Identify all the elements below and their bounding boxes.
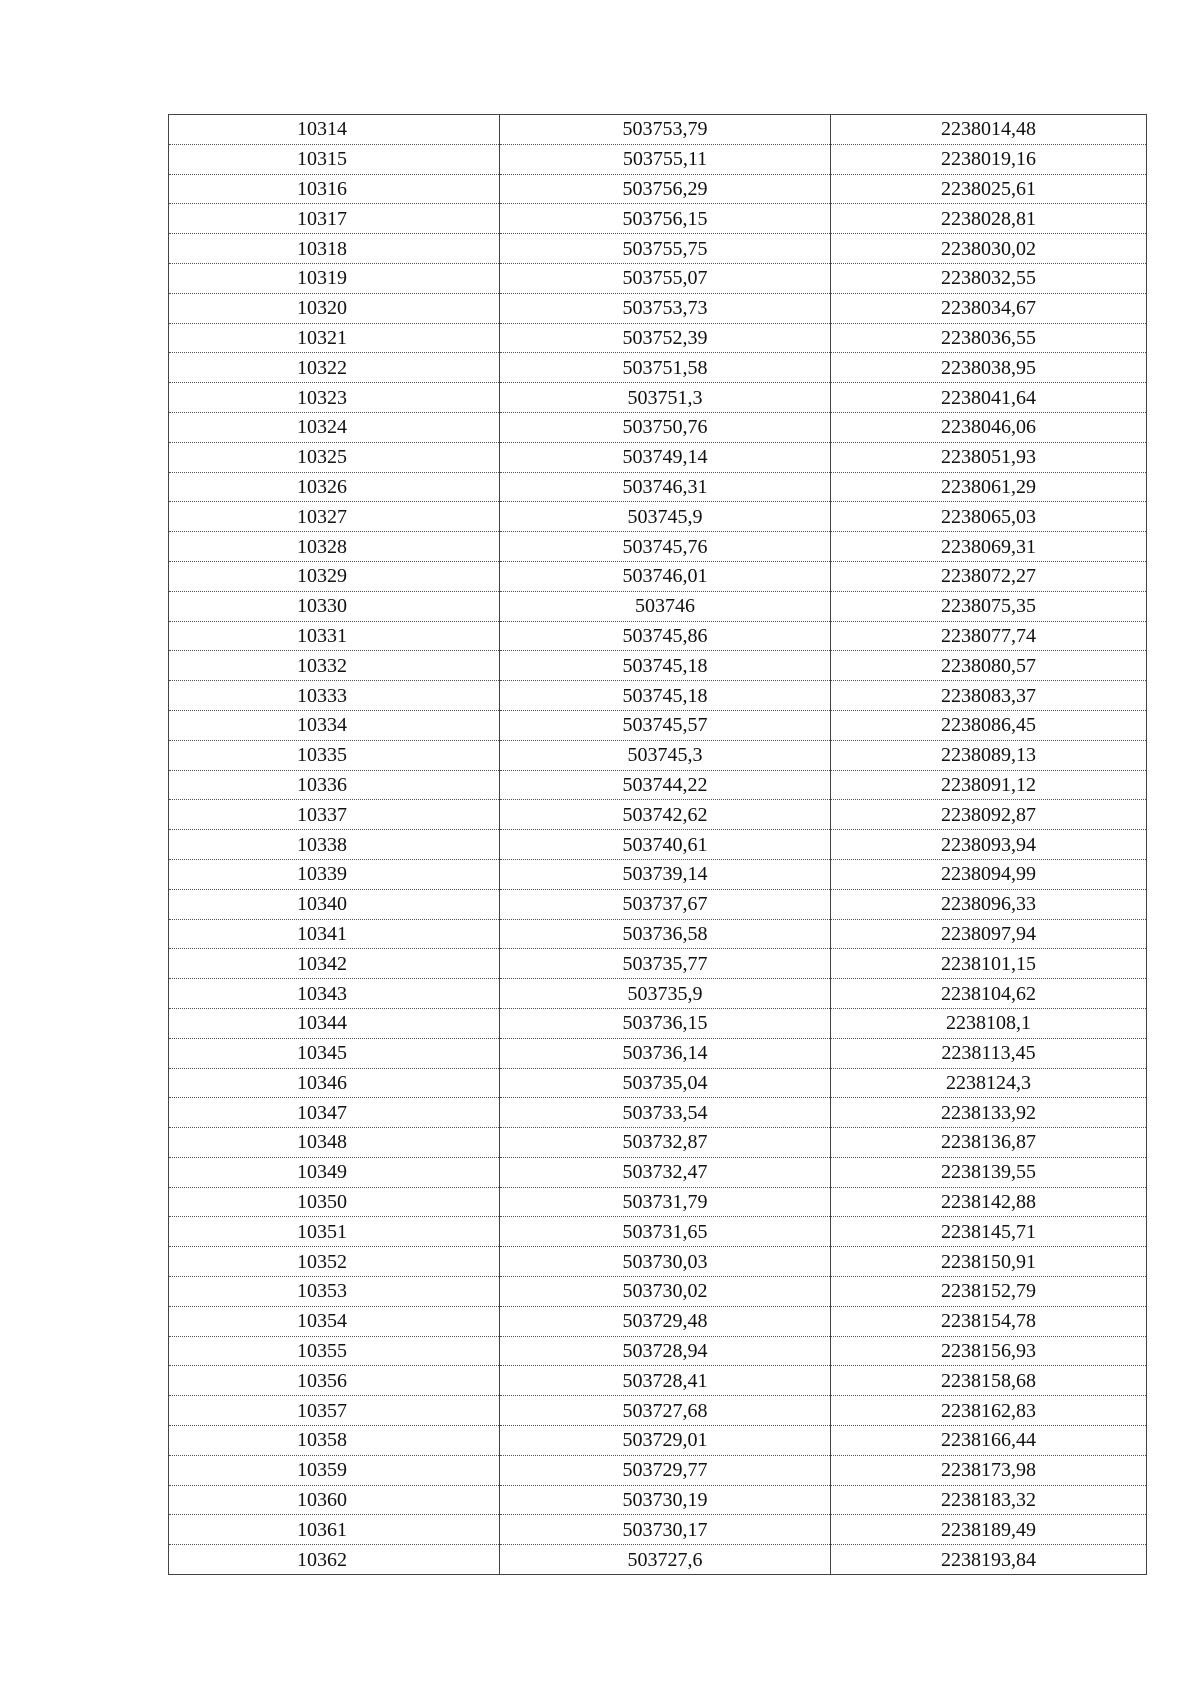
table-row <box>169 174 1147 204</box>
x-coordinate-cell: 503730,02 <box>500 1277 831 1307</box>
x-coordinate-cell: 503755,11 <box>500 144 831 174</box>
point-number-cell: 10350 <box>169 1187 500 1217</box>
table-row <box>169 115 1147 145</box>
x-coordinate-cell: 503732,47 <box>500 1157 831 1187</box>
table-row <box>169 472 1147 502</box>
x-coordinate-cell: 503751,58 <box>500 353 831 383</box>
table-row <box>169 591 1147 621</box>
x-coordinate-cell: 503740,61 <box>500 830 831 860</box>
table-row <box>169 1247 1147 1277</box>
y-coordinate-cell: 2238097,94 <box>831 919 1147 949</box>
y-coordinate-cell: 2238136,87 <box>831 1128 1147 1158</box>
y-coordinate-cell: 2238104,62 <box>831 979 1147 1009</box>
table-row <box>169 770 1147 800</box>
y-coordinate-cell: 2238158,68 <box>831 1366 1147 1396</box>
y-coordinate-cell: 2238036,55 <box>831 323 1147 353</box>
table-row <box>169 800 1147 830</box>
x-coordinate-cell: 503751,3 <box>500 383 831 413</box>
table-row <box>169 919 1147 949</box>
point-number-cell: 10339 <box>169 859 500 889</box>
table-row <box>169 532 1147 562</box>
point-number-cell: 10346 <box>169 1068 500 1098</box>
point-number-cell: 10328 <box>169 532 500 562</box>
point-number-cell: 10322 <box>169 353 500 383</box>
table-row <box>169 502 1147 532</box>
y-coordinate-cell: 2238069,31 <box>831 532 1147 562</box>
table-row <box>169 710 1147 740</box>
x-coordinate-cell: 503745,57 <box>500 710 831 740</box>
point-number-cell: 10356 <box>169 1366 500 1396</box>
point-number-cell: 10333 <box>169 681 500 711</box>
y-coordinate-cell: 2238154,78 <box>831 1306 1147 1336</box>
table-row <box>169 681 1147 711</box>
table-row <box>169 1396 1147 1426</box>
y-coordinate-cell: 2238075,35 <box>831 591 1147 621</box>
y-coordinate-cell: 2238183,32 <box>831 1485 1147 1515</box>
table-row <box>169 353 1147 383</box>
table-row <box>169 1485 1147 1515</box>
y-coordinate-cell: 2238142,88 <box>831 1187 1147 1217</box>
x-coordinate-cell: 503729,48 <box>500 1306 831 1336</box>
table-row <box>169 949 1147 979</box>
point-number-cell: 10327 <box>169 502 500 532</box>
x-coordinate-cell: 503749,14 <box>500 442 831 472</box>
y-coordinate-cell: 2238093,94 <box>831 830 1147 860</box>
table-row <box>169 1098 1147 1128</box>
point-number-cell: 10315 <box>169 144 500 174</box>
table-row <box>169 204 1147 234</box>
point-number-cell: 10321 <box>169 323 500 353</box>
table-row <box>169 1366 1147 1396</box>
y-coordinate-cell: 2238032,55 <box>831 263 1147 293</box>
point-number-cell: 10316 <box>169 174 500 204</box>
point-number-cell: 10353 <box>169 1277 500 1307</box>
table-row <box>169 1515 1147 1545</box>
x-coordinate-cell: 503731,65 <box>500 1217 831 1247</box>
x-coordinate-cell: 503745,18 <box>500 651 831 681</box>
point-number-cell: 10345 <box>169 1038 500 1068</box>
y-coordinate-cell: 2238162,83 <box>831 1396 1147 1426</box>
table-row <box>169 1008 1147 1038</box>
x-coordinate-cell: 503728,41 <box>500 1366 831 1396</box>
x-coordinate-cell: 503732,87 <box>500 1128 831 1158</box>
point-number-cell: 10334 <box>169 710 500 740</box>
point-number-cell: 10360 <box>169 1485 500 1515</box>
y-coordinate-cell: 2238034,67 <box>831 293 1147 323</box>
point-number-cell: 10357 <box>169 1396 500 1426</box>
point-number-cell: 10358 <box>169 1426 500 1456</box>
y-coordinate-cell: 2238046,06 <box>831 412 1147 442</box>
table-row <box>169 383 1147 413</box>
y-coordinate-cell: 2238189,49 <box>831 1515 1147 1545</box>
x-coordinate-cell: 503727,6 <box>500 1545 831 1575</box>
x-coordinate-cell: 503730,03 <box>500 1247 831 1277</box>
table-row <box>169 651 1147 681</box>
y-coordinate-cell: 2238092,87 <box>831 800 1147 830</box>
point-number-cell: 10324 <box>169 412 500 442</box>
table-row <box>169 144 1147 174</box>
x-coordinate-cell: 503736,58 <box>500 919 831 949</box>
x-coordinate-cell: 503745,86 <box>500 621 831 651</box>
x-coordinate-cell: 503756,29 <box>500 174 831 204</box>
table-row <box>169 889 1147 919</box>
table-row <box>169 1187 1147 1217</box>
x-coordinate-cell: 503739,14 <box>500 859 831 889</box>
table-row <box>169 1306 1147 1336</box>
x-coordinate-cell: 503733,54 <box>500 1098 831 1128</box>
y-coordinate-cell: 2238173,98 <box>831 1455 1147 1485</box>
y-coordinate-cell: 2238083,37 <box>831 681 1147 711</box>
y-coordinate-cell: 2238028,81 <box>831 204 1147 234</box>
table-row <box>169 1157 1147 1187</box>
x-coordinate-cell: 503750,76 <box>500 412 831 442</box>
y-coordinate-cell: 2238108,1 <box>831 1008 1147 1038</box>
y-coordinate-cell: 2238038,95 <box>831 353 1147 383</box>
point-number-cell: 10361 <box>169 1515 500 1545</box>
y-coordinate-cell: 2238101,15 <box>831 949 1147 979</box>
point-number-cell: 10331 <box>169 621 500 651</box>
table-row <box>169 1217 1147 1247</box>
point-number-cell: 10326 <box>169 472 500 502</box>
point-number-cell: 10332 <box>169 651 500 681</box>
y-coordinate-cell: 2238145,71 <box>831 1217 1147 1247</box>
table-row <box>169 1426 1147 1456</box>
x-coordinate-cell: 503745,3 <box>500 740 831 770</box>
y-coordinate-cell: 2238096,33 <box>831 889 1147 919</box>
point-number-cell: 10343 <box>169 979 500 1009</box>
y-coordinate-cell: 2238094,99 <box>831 859 1147 889</box>
table-row <box>169 1277 1147 1307</box>
point-number-cell: 10337 <box>169 800 500 830</box>
table-row <box>169 1455 1147 1485</box>
point-number-cell: 10318 <box>169 234 500 264</box>
table-row <box>169 1336 1147 1366</box>
point-number-cell: 10323 <box>169 383 500 413</box>
y-coordinate-cell: 2238019,16 <box>831 144 1147 174</box>
x-coordinate-cell: 503730,19 <box>500 1485 831 1515</box>
y-coordinate-cell: 2238014,48 <box>831 115 1147 145</box>
table-row <box>169 442 1147 472</box>
x-coordinate-cell: 503737,67 <box>500 889 831 919</box>
x-coordinate-cell: 503756,15 <box>500 204 831 234</box>
point-number-cell: 10335 <box>169 740 500 770</box>
point-number-cell: 10351 <box>169 1217 500 1247</box>
y-coordinate-cell: 2238133,92 <box>831 1098 1147 1128</box>
y-coordinate-cell: 2238077,74 <box>831 621 1147 651</box>
point-number-cell: 10347 <box>169 1098 500 1128</box>
x-coordinate-cell: 503745,9 <box>500 502 831 532</box>
point-number-cell: 10352 <box>169 1247 500 1277</box>
point-number-cell: 10348 <box>169 1128 500 1158</box>
x-coordinate-cell: 503729,01 <box>500 1426 831 1456</box>
x-coordinate-cell: 503744,22 <box>500 770 831 800</box>
point-number-cell: 10314 <box>169 115 500 145</box>
x-coordinate-cell: 503736,15 <box>500 1008 831 1038</box>
y-coordinate-cell: 2238086,45 <box>831 710 1147 740</box>
x-coordinate-cell: 503746 <box>500 591 831 621</box>
x-coordinate-cell: 503745,18 <box>500 681 831 711</box>
table-row <box>169 412 1147 442</box>
point-number-cell: 10340 <box>169 889 500 919</box>
point-number-cell: 10325 <box>169 442 500 472</box>
table-row <box>169 263 1147 293</box>
y-coordinate-cell: 2238030,02 <box>831 234 1147 264</box>
x-coordinate-cell: 503746,01 <box>500 561 831 591</box>
point-number-cell: 10344 <box>169 1008 500 1038</box>
point-number-cell: 10317 <box>169 204 500 234</box>
y-coordinate-cell: 2238124,3 <box>831 1068 1147 1098</box>
point-number-cell: 10329 <box>169 561 500 591</box>
x-coordinate-cell: 503746,31 <box>500 472 831 502</box>
x-coordinate-cell: 503735,04 <box>500 1068 831 1098</box>
x-coordinate-cell: 503736,14 <box>500 1038 831 1068</box>
x-coordinate-cell: 503727,68 <box>500 1396 831 1426</box>
y-coordinate-cell: 2238156,93 <box>831 1336 1147 1366</box>
y-coordinate-cell: 2238113,45 <box>831 1038 1147 1068</box>
table-row <box>169 979 1147 1009</box>
point-number-cell: 10319 <box>169 263 500 293</box>
table-row <box>169 293 1147 323</box>
table-row <box>169 1545 1147 1575</box>
point-number-cell: 10342 <box>169 949 500 979</box>
y-coordinate-cell: 2238166,44 <box>831 1426 1147 1456</box>
y-coordinate-cell: 2238051,93 <box>831 442 1147 472</box>
table-row <box>169 830 1147 860</box>
x-coordinate-cell: 503753,73 <box>500 293 831 323</box>
y-coordinate-cell: 2238139,55 <box>831 1157 1147 1187</box>
x-coordinate-cell: 503735,9 <box>500 979 831 1009</box>
y-coordinate-cell: 2238089,13 <box>831 740 1147 770</box>
x-coordinate-cell: 503742,62 <box>500 800 831 830</box>
x-coordinate-cell: 503755,07 <box>500 263 831 293</box>
point-number-cell: 10349 <box>169 1157 500 1187</box>
x-coordinate-cell: 503730,17 <box>500 1515 831 1545</box>
x-coordinate-cell: 503752,39 <box>500 323 831 353</box>
y-coordinate-cell: 2238091,12 <box>831 770 1147 800</box>
point-number-cell: 10355 <box>169 1336 500 1366</box>
y-coordinate-cell: 2238072,27 <box>831 561 1147 591</box>
y-coordinate-cell: 2238061,29 <box>831 472 1147 502</box>
point-number-cell: 10359 <box>169 1455 500 1485</box>
x-coordinate-cell: 503745,76 <box>500 532 831 562</box>
y-coordinate-cell: 2238065,03 <box>831 502 1147 532</box>
y-coordinate-cell: 2238152,79 <box>831 1277 1147 1307</box>
point-number-cell: 10320 <box>169 293 500 323</box>
point-number-cell: 10330 <box>169 591 500 621</box>
y-coordinate-cell: 2238080,57 <box>831 651 1147 681</box>
table-row <box>169 234 1147 264</box>
x-coordinate-cell: 503731,79 <box>500 1187 831 1217</box>
table-row <box>169 561 1147 591</box>
coordinates-table-body <box>169 115 1147 1575</box>
point-number-cell: 10341 <box>169 919 500 949</box>
point-number-cell: 10362 <box>169 1545 500 1575</box>
x-coordinate-cell: 503753,79 <box>500 115 831 145</box>
y-coordinate-cell: 2238193,84 <box>831 1545 1147 1575</box>
table-row <box>169 1068 1147 1098</box>
point-number-cell: 10354 <box>169 1306 500 1336</box>
point-number-cell: 10338 <box>169 830 500 860</box>
y-coordinate-cell: 2238025,61 <box>831 174 1147 204</box>
table-row <box>169 740 1147 770</box>
y-coordinate-cell: 2238041,64 <box>831 383 1147 413</box>
table-row <box>169 1038 1147 1068</box>
table-row <box>169 621 1147 651</box>
x-coordinate-cell: 503735,77 <box>500 949 831 979</box>
coordinates-table <box>168 114 1147 1575</box>
x-coordinate-cell: 503729,77 <box>500 1455 831 1485</box>
table-row <box>169 859 1147 889</box>
x-coordinate-cell: 503728,94 <box>500 1336 831 1366</box>
table-row <box>169 1128 1147 1158</box>
point-number-cell: 10336 <box>169 770 500 800</box>
x-coordinate-cell: 503755,75 <box>500 234 831 264</box>
y-coordinate-cell: 2238150,91 <box>831 1247 1147 1277</box>
table-row <box>169 323 1147 353</box>
